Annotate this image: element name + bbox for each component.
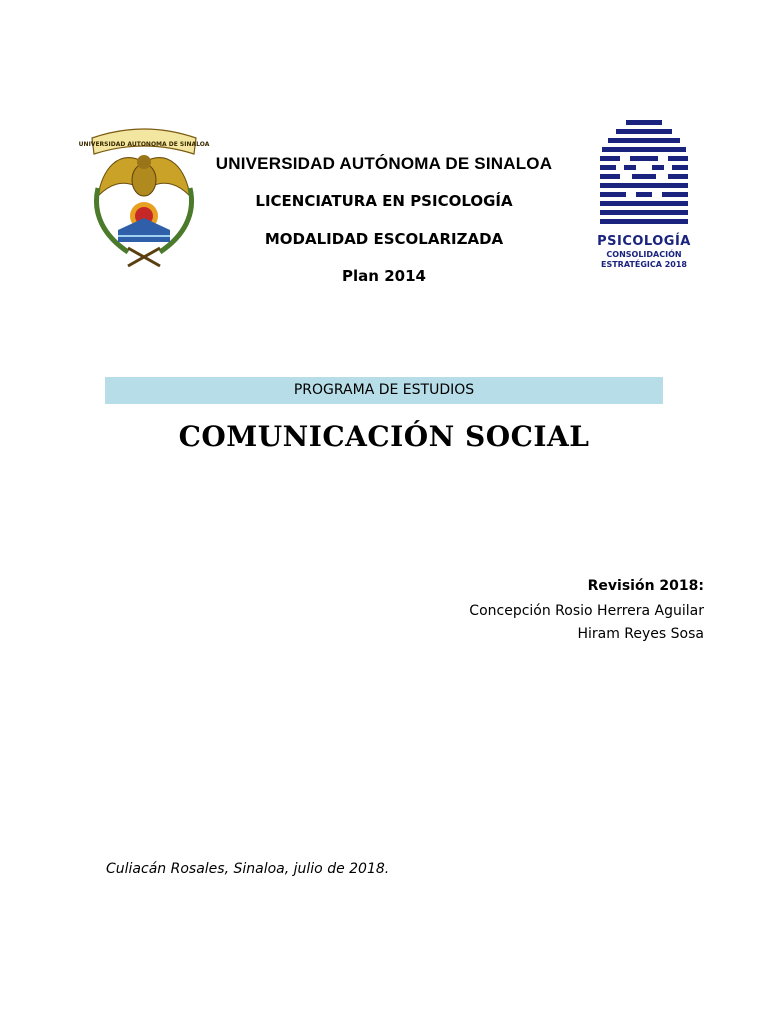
- course-title: COMUNICACIÓN SOCIAL: [178, 420, 590, 453]
- university-name: UNIVERSIDAD AUTÓNOMA DE SINALOA: [215, 154, 553, 173]
- program-label-band: PROGRAMA DE ESTUDIOS: [105, 377, 663, 404]
- university-coat-of-arms: [78, 118, 210, 268]
- logo-text-consolidacion: CONSOLIDACIÓN: [606, 250, 682, 259]
- striped-head-icon: [596, 118, 692, 224]
- coat-of-arms-icon: [78, 118, 210, 268]
- revision-author-2: Hiram Reyes Sosa: [577, 626, 704, 642]
- logo-text-estrategica: ESTRATÉGICA 2018: [601, 260, 687, 269]
- place-and-date: Culiacán Rosales, Sinaloa, julio de 2018.: [106, 861, 390, 877]
- plan-year: Plan 2014: [342, 267, 426, 285]
- logo-text-psicologia: PSICOLOGÍA: [597, 234, 691, 249]
- coat-banner-text: UNIVERSIDAD AUTONOMA DE SINALOA: [78, 141, 210, 148]
- modality: MODALIDAD ESCOLARIZADA: [264, 230, 504, 248]
- degree-name: LICENCIATURA EN PSICOLOGÍA: [255, 192, 513, 210]
- psicologia-logo: [592, 118, 696, 278]
- revision-author-1: Concepción Rosio Herrera Aguilar: [469, 603, 704, 619]
- revision-label: Revisión 2018:: [587, 578, 704, 594]
